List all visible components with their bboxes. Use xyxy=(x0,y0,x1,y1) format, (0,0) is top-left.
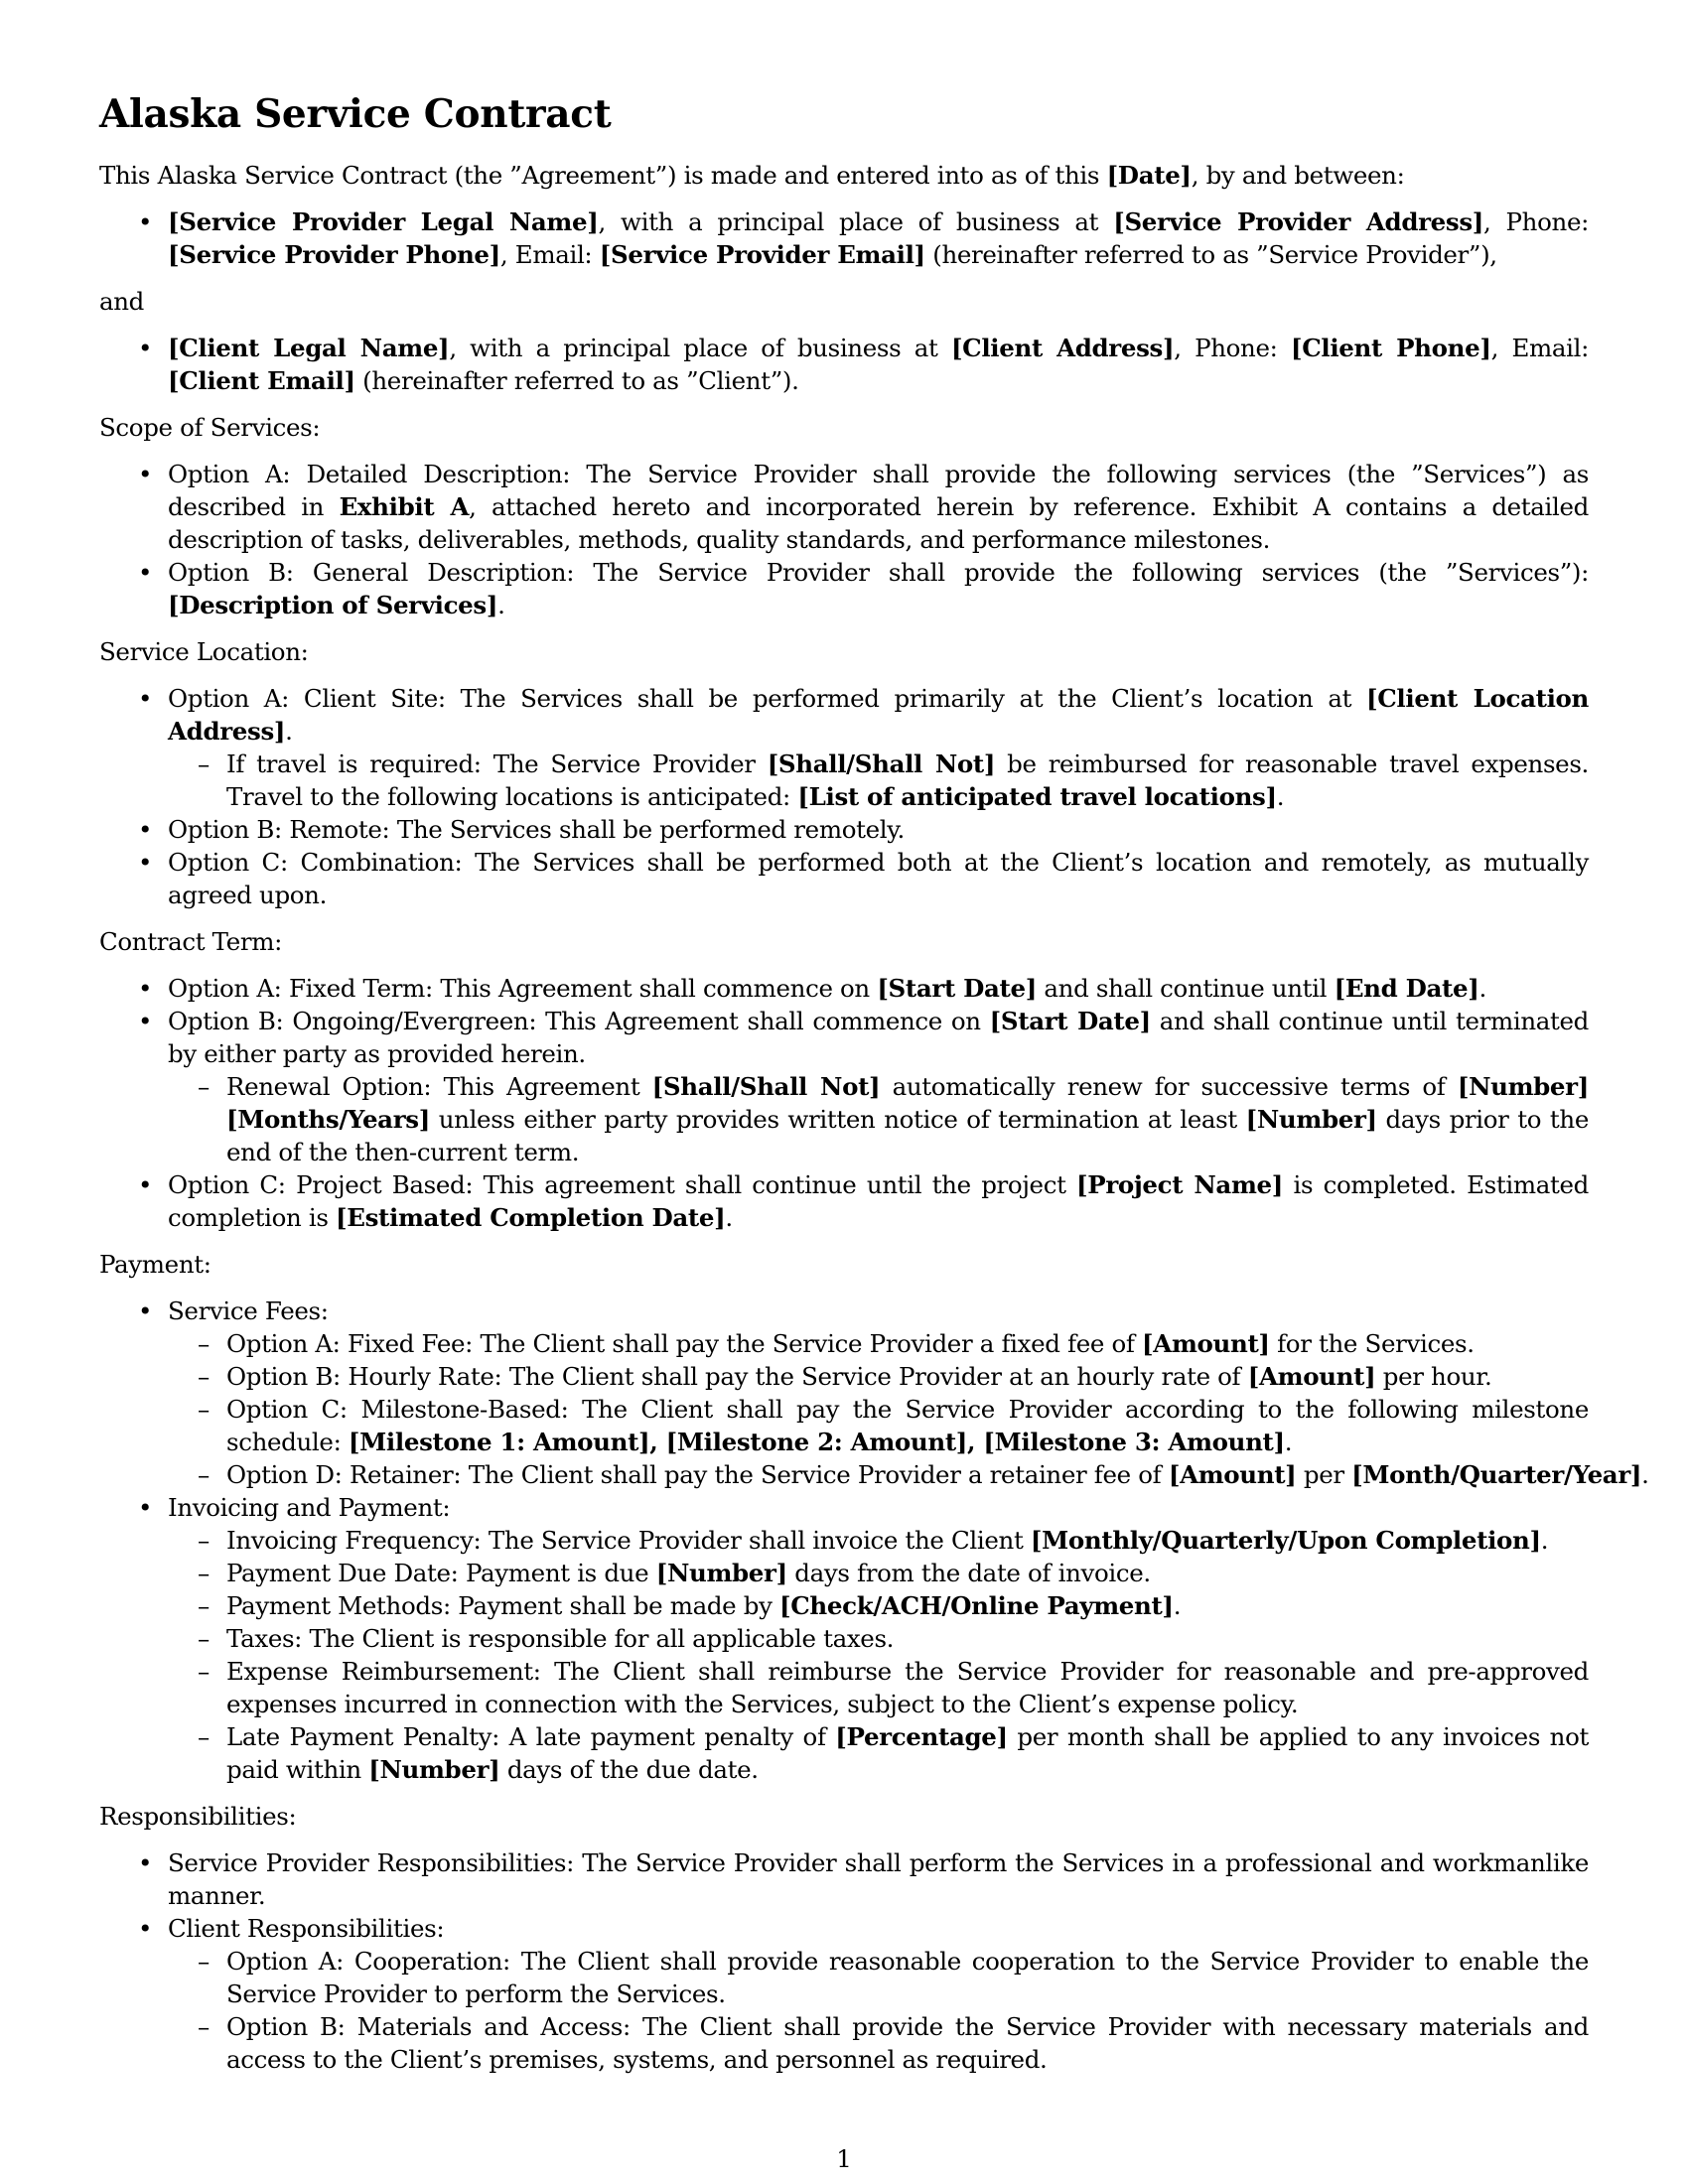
frequency-placeholder: [Monthly/Quarterly/Upon Completion] xyxy=(1030,1526,1541,1555)
client-text: , Phone: xyxy=(1174,334,1291,362)
location-option-b: • Option B: Remote: The Services shall be performed remotely. xyxy=(99,813,1589,846)
provider-text: , with a principal place of business at xyxy=(598,207,1114,236)
page-number: 1 xyxy=(836,2144,852,2173)
period-placeholder: [Months/Years] xyxy=(226,1105,430,1134)
expense-reimbursement: – Expense Reimbursement: The Client shall reimburse the Service Provider for reasonable and pre-approved expenses incurred in connection with the Services, subject to the Client’s expense policy. xyxy=(168,1655,1589,1720)
invoicing-text: days from the date of invoice. xyxy=(786,1559,1151,1587)
term-heading: Contract Term: xyxy=(99,927,283,956)
amount-placeholder: [Amount] xyxy=(1142,1329,1270,1358)
payment-methods xyxy=(168,1589,1589,1622)
fees-sublist xyxy=(168,1327,1649,1491)
travel-text: be reimbursed for reasonable travel expenses. Travel to the following locations is anticipated: xyxy=(226,750,1589,811)
fee-option-d xyxy=(168,1458,1649,1491)
scope-b-text: . xyxy=(497,591,505,619)
period-placeholder: [Month/Quarter/Year] xyxy=(1351,1460,1642,1489)
exhibit-reference: Exhibit A xyxy=(339,492,470,521)
scope-a-text: , attached hereto and incorporated herein by reference. Exhibit A contains a detailed description of tasks, deliverables, methods, quality standards, and performance milestones. xyxy=(168,492,1590,554)
term-a-text: . xyxy=(1478,974,1486,1003)
milestone-placeholder: [Milestone 1: Amount] xyxy=(348,1428,650,1456)
location-list xyxy=(99,682,1589,911)
responsibilities-list xyxy=(99,1846,1589,2076)
renewal-text: Renewal Option: This Agreement xyxy=(226,1072,652,1101)
fee-text: Option D: Retainer: The Client shall pay the Service Provider a retainer fee of xyxy=(226,1460,1169,1489)
client-phone-placeholder: [Client Phone] xyxy=(1290,334,1491,362)
scope-list xyxy=(99,458,1589,621)
travel-item xyxy=(168,748,1589,813)
scope-b-text: Option B: General Description: The Service Provider shall provide the following services (the ”Services”): xyxy=(168,558,1589,587)
client-option-a: – Option A: Cooperation: The Client shall provide reasonable cooperation to the Service Provider to enable the Service Provider to perform the Services. xyxy=(168,1945,1589,2010)
client-party-item xyxy=(99,332,1589,397)
provider-address-placeholder: [Service Provider Address] xyxy=(1113,207,1484,236)
invoicing-text: Invoicing Frequency: The Service Provider shall invoice the Client xyxy=(226,1526,1031,1555)
term-a-text: and shall continue until xyxy=(1036,974,1335,1003)
location-option-a xyxy=(99,682,1589,813)
renewal-text: days prior to the end of the then-current term. xyxy=(226,1105,1590,1166)
fee-option-a xyxy=(168,1327,1589,1360)
fee-text: . xyxy=(1284,1428,1293,1456)
renewal-text: unless either party provides written notice of termination at least xyxy=(429,1105,1246,1134)
invoicing-text: . xyxy=(1173,1591,1182,1620)
term-option-b xyxy=(99,1005,1589,1168)
location-heading: Service Location: xyxy=(99,637,309,666)
fee-text: Option B: Hourly Rate: The Client shall pay the Service Provider at an hourly rate of xyxy=(226,1362,1248,1391)
term-a-text: Option A: Fixed Term: This Agreement shall commence on xyxy=(168,974,878,1003)
provider-name-placeholder: [Service Provider Legal Name] xyxy=(168,207,599,236)
client-address-placeholder: [Client Address] xyxy=(950,334,1175,362)
start-date-placeholder: [Start Date] xyxy=(877,974,1037,1003)
client-email-placeholder: [Client Email] xyxy=(168,366,355,395)
invoicing-label: Invoicing and Payment: xyxy=(168,1493,451,1522)
invoicing-text: Payment Methods: Payment shall be made by xyxy=(226,1591,780,1620)
amount-placeholder: [Amount] xyxy=(1168,1460,1297,1489)
invoicing-item xyxy=(99,1491,1589,1786)
travel-sublist xyxy=(168,748,1589,813)
fee-text: Option C: Milestone-Based: The Client shall pay the Service Provider according to the following milestone schedule: xyxy=(226,1395,1589,1456)
client-responsibilities-sublist xyxy=(168,1945,1589,2076)
amount-placeholder: [Amount] xyxy=(1247,1362,1376,1391)
document-title: Alaska Service Contract xyxy=(99,91,612,137)
taxes-item: – Taxes: The Client is responsible for all applicable taxes. xyxy=(168,1622,1589,1655)
responsibilities-heading: Responsibilities: xyxy=(99,1802,297,1831)
payment-heading: Payment: xyxy=(99,1250,211,1279)
provider-text: , Email: xyxy=(499,240,600,269)
invoicing-text: Payment Due Date: Payment is due xyxy=(226,1559,656,1587)
location-option-c: • Option C: Combination: The Services shall be performed both at the Client’s location and remotely, as mutually agreed upon. xyxy=(99,846,1589,911)
late-text: per month shall be applied to any invoices not paid within xyxy=(226,1722,1589,1784)
fee-option-c xyxy=(168,1393,1589,1458)
payment-due-date xyxy=(168,1557,1589,1589)
project-name-placeholder: [Project Name] xyxy=(1076,1170,1284,1199)
number-placeholder: [Number] xyxy=(1245,1105,1377,1134)
invoicing-sublist xyxy=(168,1524,1589,1786)
start-date-placeholder: [Start Date] xyxy=(989,1007,1151,1035)
renewal-item xyxy=(168,1070,1589,1168)
renewal-sublist xyxy=(168,1070,1589,1168)
provider-text: (hereinafter referred to as ”Service Provider”), xyxy=(924,240,1497,269)
term-c-text: is completed. Estimated completion is xyxy=(168,1170,1589,1232)
method-placeholder: [Check/ACH/Online Payment] xyxy=(779,1591,1174,1620)
client-responsibilities xyxy=(99,1912,1589,2076)
shall-placeholder: [Shall/Shall Not] xyxy=(767,750,996,778)
milestone-placeholder: [Milestone 2: Amount] xyxy=(665,1428,968,1456)
client-text: , with a principal place of business at xyxy=(449,334,951,362)
travel-locations-placeholder: [List of anticipated travel locations] xyxy=(797,782,1277,811)
client-name-placeholder: [Client Legal Name] xyxy=(168,334,450,362)
location-a-text: Option A: Client Site: The Services shall be performed primarily at the Client’s location at xyxy=(168,684,1367,713)
term-b-text: and shall continue until terminated by either party as provided herein. xyxy=(168,1007,1589,1068)
percentage-placeholder: [Percentage] xyxy=(835,1722,1008,1751)
scope-heading: Scope of Services: xyxy=(99,413,321,442)
late-text: days of the due date. xyxy=(499,1755,759,1784)
fee-text: per xyxy=(1296,1460,1352,1489)
date-placeholder: [Date] xyxy=(1106,161,1192,190)
service-fees-label: Service Fees: xyxy=(168,1297,329,1325)
fee-text: for the Services. xyxy=(1269,1329,1475,1358)
description-placeholder: [Description of Services] xyxy=(168,591,498,619)
document-page xyxy=(99,91,1649,2090)
completion-date-placeholder: [Estimated Completion Date] xyxy=(336,1203,726,1232)
number-placeholder: [Number] xyxy=(655,1559,787,1587)
payment-list xyxy=(99,1295,1649,1786)
milestone-separator: , xyxy=(967,1428,984,1456)
term-list xyxy=(99,972,1589,1234)
scope-a-text: Option A: Detailed Description: The Service Provider shall provide the following services (the ”Services”) as described in xyxy=(168,460,1589,521)
location-a-text: . xyxy=(285,717,293,746)
client-option-b: – Option B: Materials and Access: The Client shall provide the Service Provider with necessary materials and access to the Client’s premises, systems, and personnel as required. xyxy=(168,2010,1589,2076)
term-c-text: . xyxy=(725,1203,733,1232)
scope-option-a xyxy=(99,458,1589,556)
renewal-text: automatically renew for successive terms of xyxy=(880,1072,1458,1101)
term-c-text: Option C: Project Based: This agreement shall continue until the project xyxy=(168,1170,1077,1199)
milestone-separator: , xyxy=(649,1428,666,1456)
client-party-list xyxy=(99,332,1589,397)
end-date-placeholder: [End Date] xyxy=(1334,974,1479,1003)
term-option-a xyxy=(99,972,1589,1005)
provider-email-placeholder: [Service Provider Email] xyxy=(599,240,925,269)
provider-phone-placeholder: [Service Provider Phone] xyxy=(168,240,500,269)
client-location-placeholder: [Client Location Address] xyxy=(168,684,1589,746)
client-responsibilities-label: Client Responsibilities: xyxy=(168,1914,445,1943)
fee-option-b xyxy=(168,1360,1589,1393)
number-placeholder: [Number] xyxy=(368,1755,500,1784)
milestone-placeholder: [Milestone 3: Amount] xyxy=(983,1428,1285,1456)
late-text: Late Payment Penalty: A late payment penalty of xyxy=(226,1722,836,1751)
client-text: , Email: xyxy=(1490,334,1589,362)
invoicing-text: . xyxy=(1540,1526,1549,1555)
shall-placeholder: [Shall/Shall Not] xyxy=(651,1072,881,1101)
late-payment-penalty xyxy=(168,1720,1589,1786)
provider-text: , Phone: xyxy=(1483,207,1589,236)
travel-text: If travel is required: The Service Provider xyxy=(226,750,768,778)
intro-text-end: , by and between: xyxy=(1191,161,1405,190)
service-fees-item xyxy=(99,1295,1649,1491)
fee-text: . xyxy=(1641,1460,1649,1489)
term-option-c xyxy=(99,1168,1589,1234)
term-b-text: Option B: Ongoing/Evergreen: This Agreement shall commence on xyxy=(168,1007,990,1035)
fee-text: Option A: Fixed Fee: The Client shall pay the Service Provider a fixed fee of xyxy=(226,1329,1143,1358)
scope-option-b xyxy=(99,556,1589,621)
and-connector: and xyxy=(99,287,145,316)
number-placeholder: [Number] xyxy=(1457,1072,1589,1101)
client-text: (hereinafter referred to as ”Client”). xyxy=(354,366,799,395)
intro-paragraph xyxy=(99,159,1589,192)
fee-text: per hour. xyxy=(1375,1362,1492,1391)
travel-text: . xyxy=(1276,782,1285,811)
invoicing-frequency xyxy=(168,1524,1589,1557)
provider-responsibilities: • Service Provider Responsibilities: The Service Provider shall perform the Services in a professional and workmanlike manner. xyxy=(99,1846,1589,1912)
provider-party-list xyxy=(99,205,1589,271)
intro-text: This Alaska Service Contract (the ”Agreement”) is made and entered into as of this xyxy=(99,161,1107,190)
provider-party-item xyxy=(99,205,1589,271)
